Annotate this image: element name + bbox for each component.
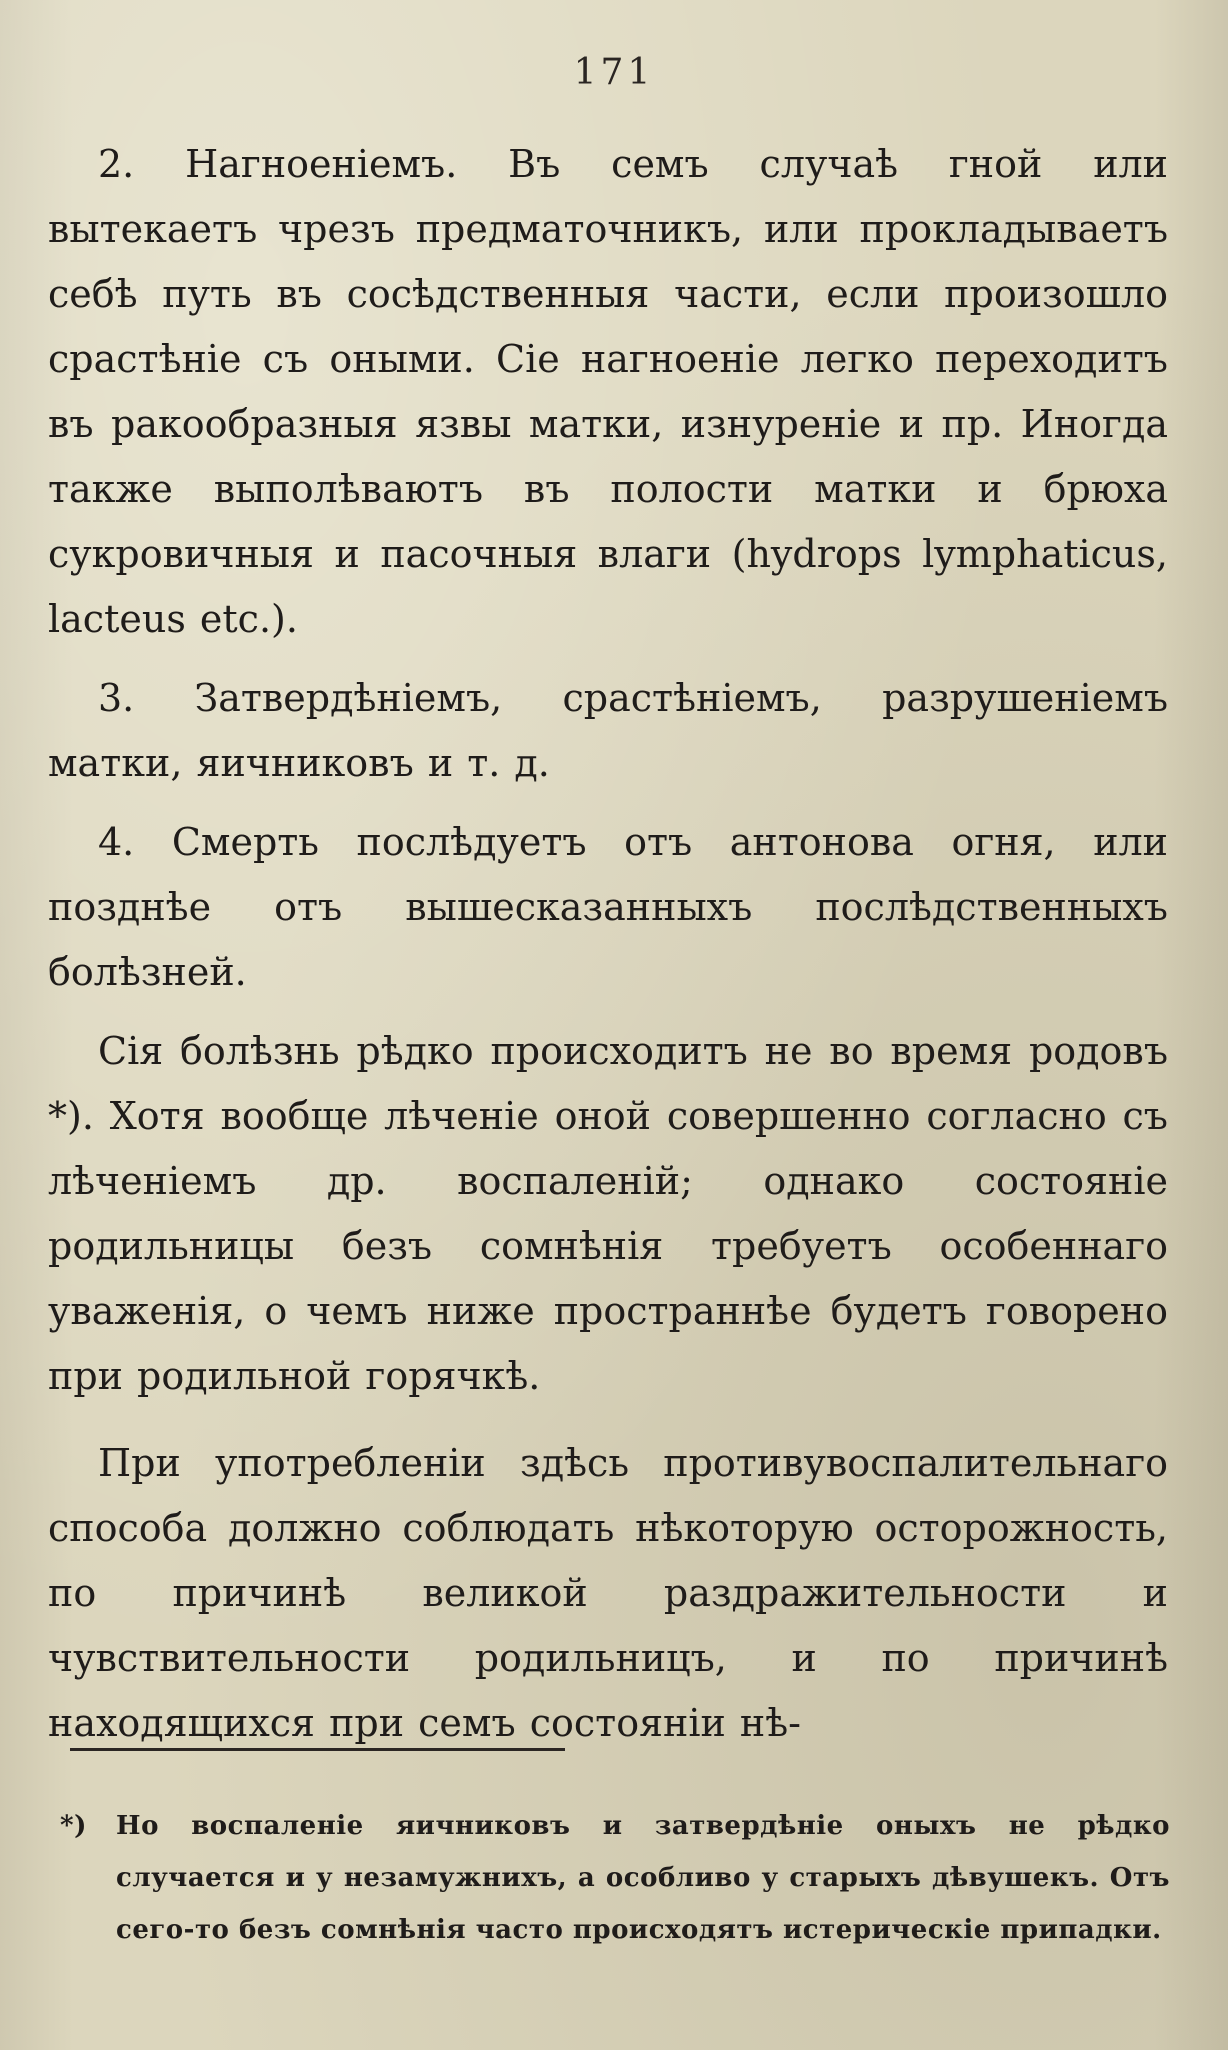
footnote-body: [60, 1800, 1170, 1956]
paragraph-induration: 3. Затвердѣнiемъ, срастѣнiемъ, разрушенiемъ матки, яичниковъ и т. д.: [48, 676, 1168, 785]
paragraph-death: 4. Смерть послѣдуетъ отъ антонова огня, или позднѣе отъ вышесказанныхъ послѣдственныхъ болѣзней.: [48, 820, 1168, 994]
footnote-text: Но воспаленiе яичниковъ и затвердѣнiе оныхъ не рѣдко случается и у незамужнихъ, а особливо у старыхъ дѣвушекъ. Отъ сего-то безъ сомнѣнiя часто происходятъ истерическiе припадки.: [116, 1811, 1170, 1945]
footnote: [60, 1800, 1170, 1956]
paragraph-rarity: Сiя болѣзнь рѣдко происходитъ не во время родовъ *). Хотя вообще лѣченiе оной совершенно согласно съ лѣченiемъ др. воспаленiй; однако состоянiе родильницы безъ сомнѣнiя требуетъ особеннаго уваженiя, о чемъ ниже пространнѣе будетъ говорено при родильной горячкѣ.: [48, 1029, 1168, 1398]
footnote-marker: *): [60, 1811, 87, 1841]
paragraph-treatment: При употребленiи здѣсь противувоспалительнаго способа должно соблюдать нѣкоторую осторожность, по причинѣ великой раздражительности и чувствительности родильницъ, и по причинѣ находящихся при семъ состоянiи нѣ-: [48, 1441, 1168, 1745]
page-number: 171: [573, 52, 655, 93]
main-text: [48, 132, 1168, 1756]
footnote-divider: [70, 1748, 565, 1751]
paragraph-suppuration: 2. Нагноенiемъ. Въ семъ случаѣ гной или вытекаетъ чрезъ предматочникъ, или прокладываетъ себѣ путь въ сосѣдственныя части, если произошло срастѣнiе съ оными. Сiе нагноенiе легко переходитъ въ ракообразныя язвы матки, изнуренiе и пр. Иногда также выполѣваютъ въ полости матки и брюха сукровичныя и пасочныя влаги (hydrops lymphaticus, lacteus etc.).: [48, 142, 1168, 641]
